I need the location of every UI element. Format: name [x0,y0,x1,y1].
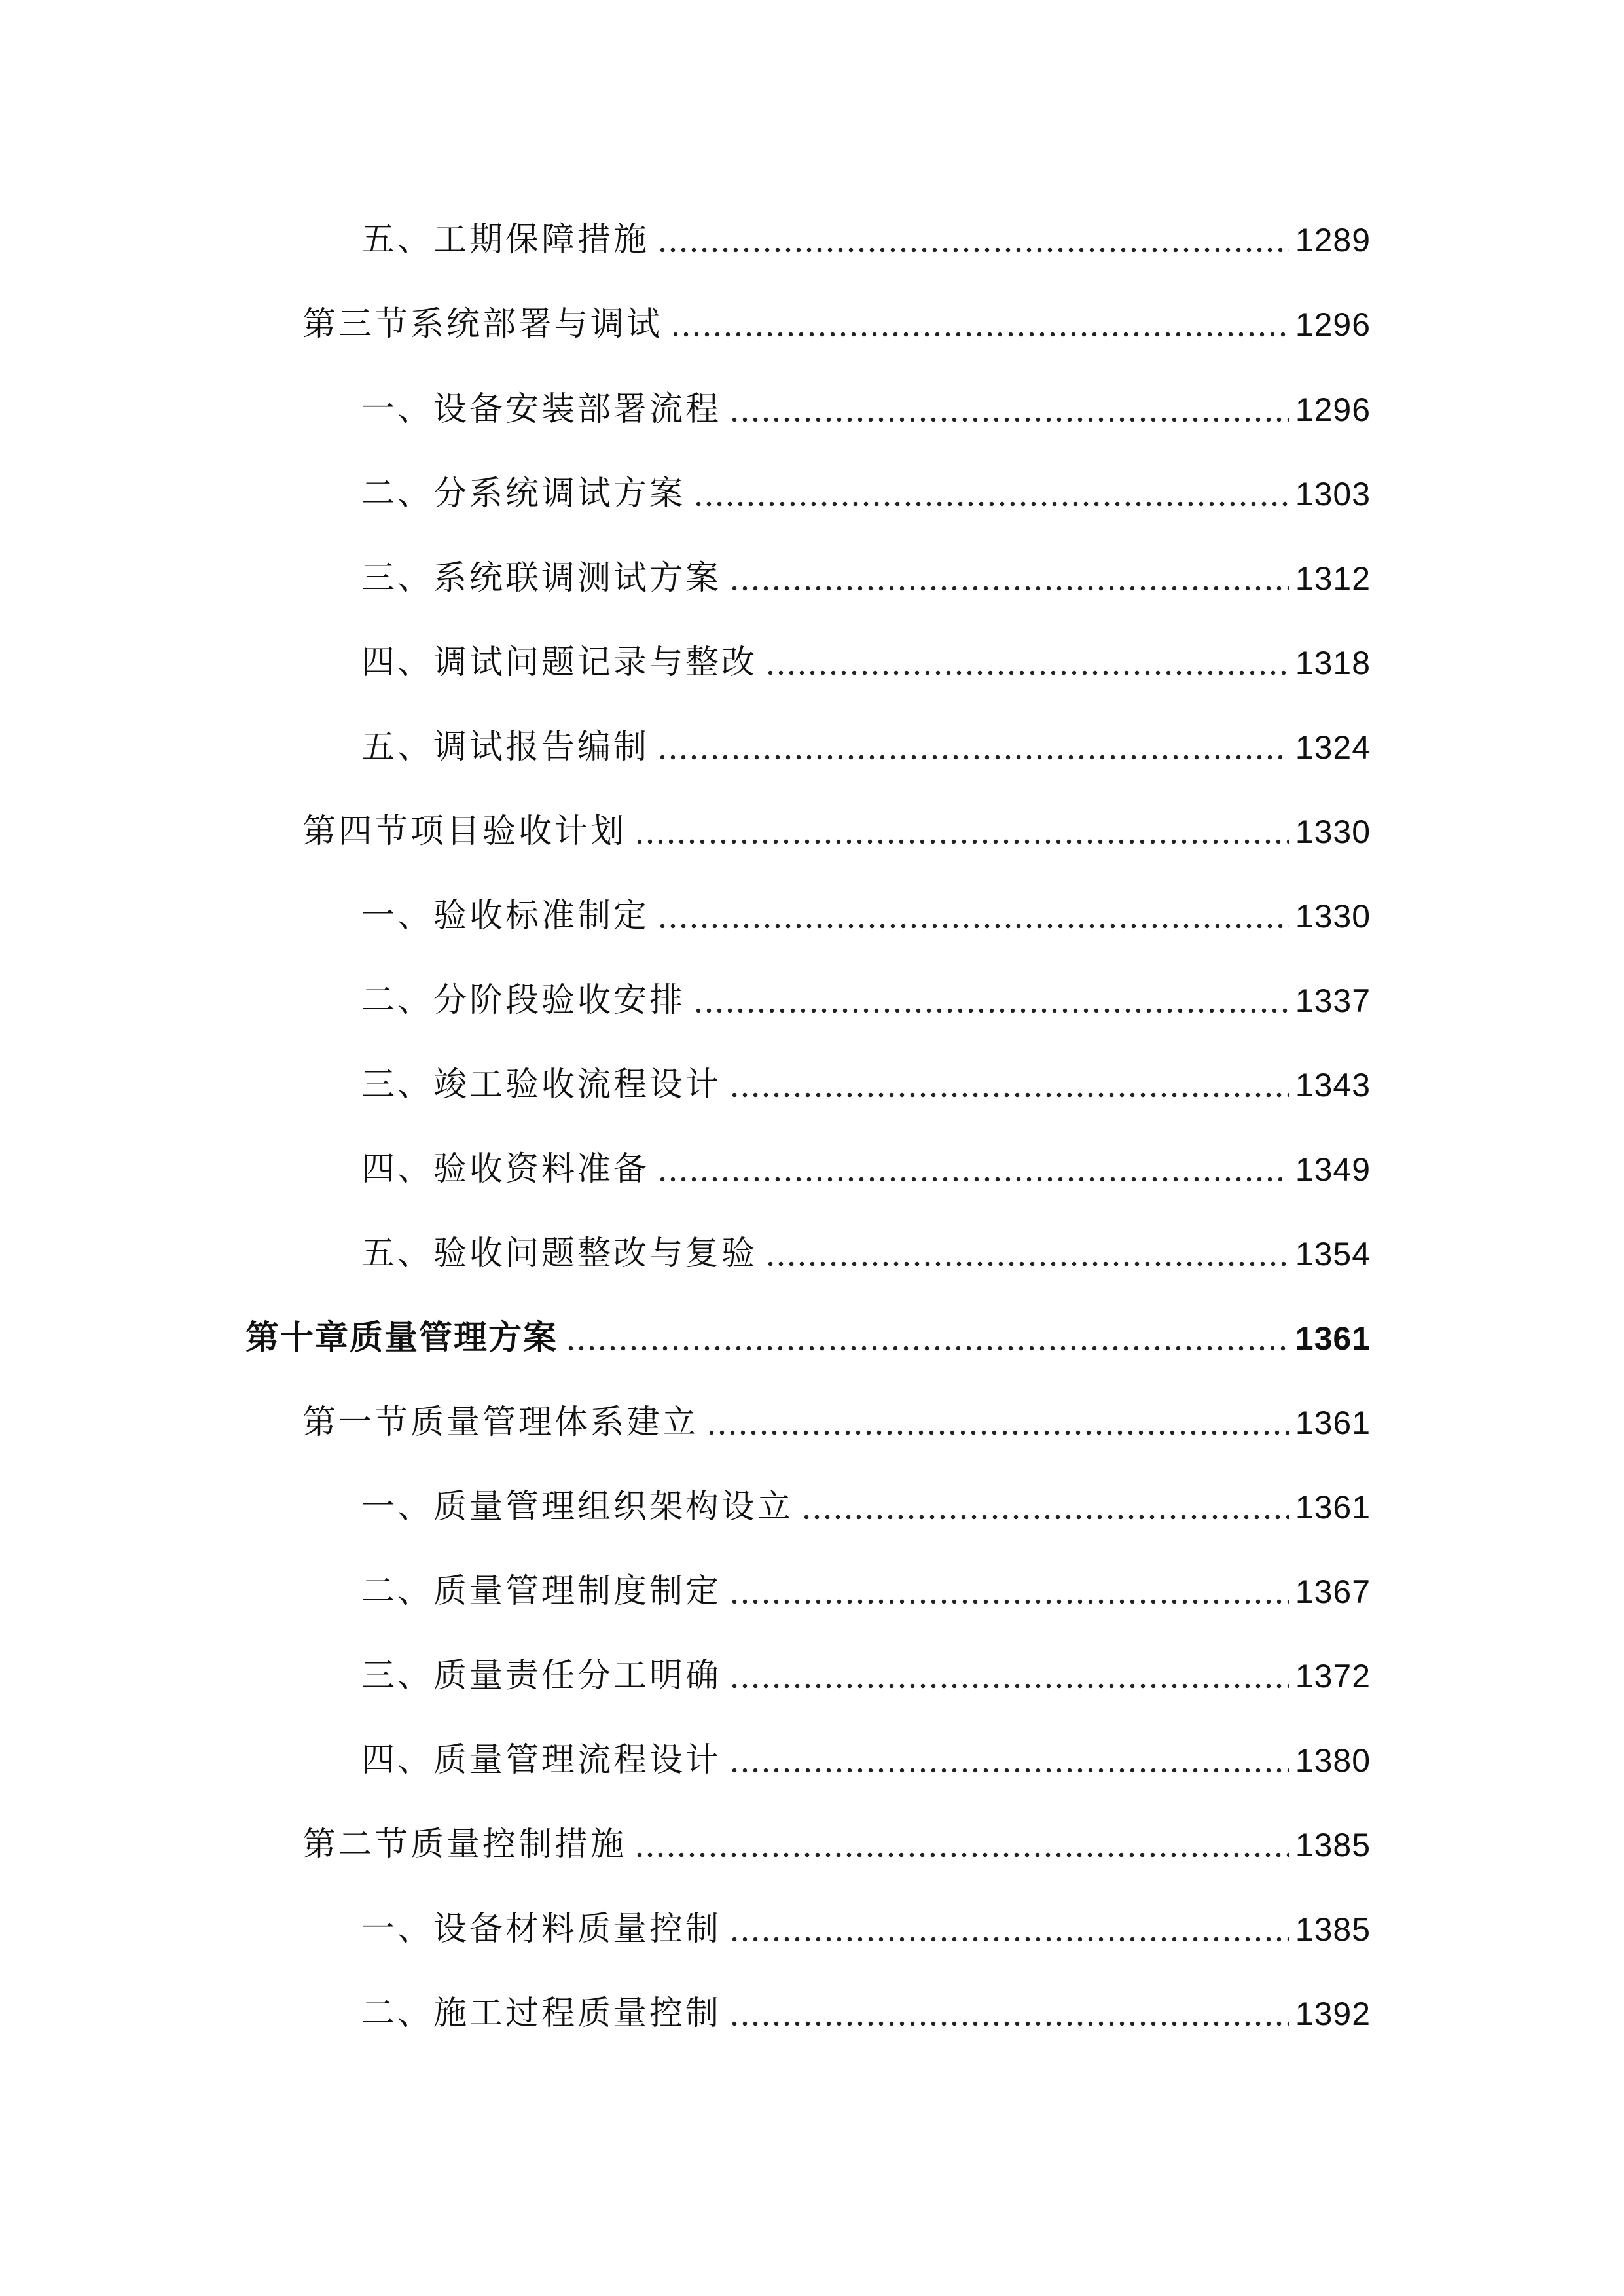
toc-entry-page-number: 1296 [1295,306,1371,343]
dot-leader [729,416,1289,423]
toc-entry-page-number: 1385 [1295,1827,1371,1863]
toc-entry[interactable] [361,1733,1371,1788]
toc-entry-page-number: 1337 [1295,982,1371,1019]
toc-entry-label: 二、施工过程质量控制 [361,1994,722,2033]
toc-entry[interactable] [361,636,1371,691]
dot-leader [801,1514,1289,1520]
toc-entry-label: 三、质量责任分工明确 [361,1657,722,1695]
toc-entry-page-number: 1296 [1295,391,1371,428]
toc-entry[interactable] [361,1902,1371,1957]
dot-leader [729,1598,1289,1605]
toc-entry-page-number: 1361 [1295,1489,1371,1526]
toc-entry-label: 五、工期保障措施 [361,221,650,259]
toc-entry-label: 二、分阶段验收安排 [361,981,686,1020]
toc-entry-label: 四、调试问题记录与整改 [361,643,758,682]
toc-entry-label: 第四节项目验收计划 [302,812,627,851]
toc-entry[interactable] [361,1142,1371,1197]
dot-leader [765,670,1289,676]
toc-entry-page-number: 1385 [1295,1911,1371,1948]
toc-entry-page-number: 1372 [1295,1658,1371,1695]
dot-leader [693,501,1289,507]
toc-entry-label: 第三节系统部署与调试 [302,305,663,344]
toc-entry-page-number: 1392 [1295,1996,1371,2032]
dot-leader [706,1429,1289,1436]
toc-entry-page-number: 1303 [1295,476,1371,512]
dot-leader [657,754,1289,761]
toc-entry[interactable] [361,973,1371,1028]
toc-entry[interactable] [361,889,1371,944]
toc-entry-page-number: 1318 [1295,645,1371,681]
toc-entry-page-number: 1361 [1295,1320,1371,1357]
toc-entry[interactable] [361,720,1371,775]
toc-entry-page-number: 1349 [1295,1151,1371,1188]
dot-leader [729,1767,1289,1774]
toc-entry-label: 二、分系统调试方案 [361,475,686,513]
toc-entry[interactable] [361,1480,1371,1535]
toc-entry-label: 三、系统联调测试方案 [361,559,722,598]
toc-entry-label: 二、质量管理制度制定 [361,1572,722,1611]
toc-entry-label: 四、验收资料准备 [361,1150,650,1189]
dot-leader [670,331,1289,338]
toc-entry-page-number: 1354 [1295,1236,1371,1272]
toc-entry-page-number: 1343 [1295,1067,1371,1103]
dot-leader [729,585,1289,592]
toc-entry-label: 四、质量管理流程设计 [361,1741,722,1780]
toc-entry[interactable] [361,467,1371,522]
toc-entry-page-number: 1361 [1295,1405,1371,1441]
toc-entry-label: 一、设备材料质量控制 [361,1910,722,1948]
dot-leader [765,1261,1289,1267]
toc-entry-page-number: 1324 [1295,729,1371,766]
dot-leader [566,1345,1289,1352]
toc-entry-page-number: 1289 [1295,222,1371,259]
toc-entry[interactable] [361,551,1371,606]
toc-entry-label: 一、质量管理组织架构设立 [361,1488,794,1526]
toc-entry-page-number: 1367 [1295,1573,1371,1610]
toc-entry-page-number: 1380 [1295,1742,1371,1779]
dot-leader [634,838,1289,845]
dot-leader [729,2020,1289,2027]
toc-entry[interactable] [361,382,1371,437]
dot-leader [693,1007,1289,1014]
dot-leader [634,1852,1289,1858]
toc-entry[interactable] [361,213,1371,268]
toc-entry-label: 一、设备安装部署流程 [361,390,722,429]
toc-entry-label: 第一节质量管理体系建立 [302,1403,699,1442]
toc-entry[interactable] [361,1649,1371,1704]
dot-leader [657,923,1289,929]
dot-leader [657,247,1289,253]
toc-entry[interactable] [302,1818,1371,1873]
toc-entry-label: 三、竣工验收流程设计 [361,1066,722,1104]
dot-leader [729,1092,1289,1098]
toc-entry-label: 第二节质量控制措施 [302,1825,627,1864]
toc-entry[interactable] [302,1395,1371,1450]
toc-chapter-entry[interactable] [245,1311,1371,1366]
toc-entry-page-number: 1330 [1295,898,1371,935]
toc-entry[interactable] [361,1564,1371,1619]
toc-entry[interactable] [302,804,1371,859]
dot-leader [729,1683,1289,1689]
toc-entry[interactable] [361,1227,1371,1282]
toc-entry[interactable] [361,1986,1371,2041]
toc-entry[interactable] [302,297,1371,352]
toc-entry-label: 第十章质量管理方案 [245,1319,558,1357]
toc-entry-label: 五、调试报告编制 [361,728,650,766]
toc-entry[interactable] [361,1058,1371,1113]
toc-entry-page-number: 1312 [1295,560,1371,597]
toc-entry-page-number: 1330 [1295,814,1371,850]
dot-leader [657,1176,1289,1183]
dot-leader [729,1936,1289,1943]
toc-entry-label: 一、验收标准制定 [361,897,650,935]
toc-entry-label: 五、验收问题整改与复验 [361,1234,758,1273]
